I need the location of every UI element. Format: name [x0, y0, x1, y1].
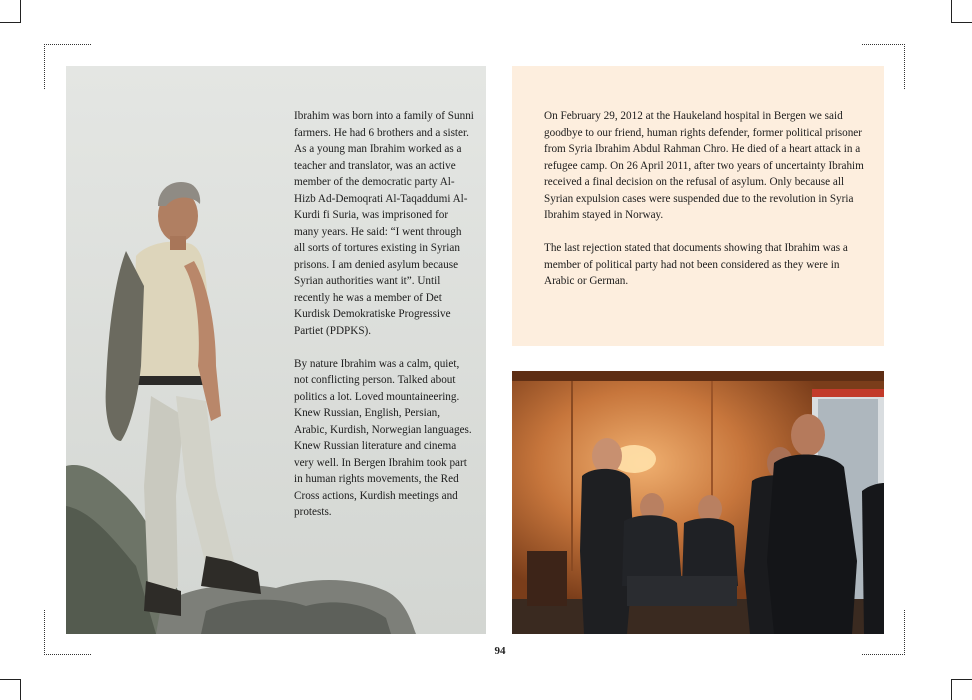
crop-mark-bottom-right: [951, 679, 972, 700]
page-number: 94: [494, 645, 506, 657]
obituary-paragraph-1: On February 29, 2012 at the Haukeland hospital in Bergen we said goodbye to our friend, human rights defender, former political prisoner from Syria Ibrahim Abdul Rahman Chro. He died of a heart attack in a refugee camp. On 26 April 2011, after two years of uncertainty Ibrahim received a final decision on the refusal of asylum. Only because all Syrian expulsion cases were suspended due to the revolution in Syria Ibrahim stayed in Norway.: [544, 110, 864, 221]
hospital-gathering-illustration: [512, 371, 884, 634]
crop-mark-bottom-left: [0, 679, 21, 700]
hospital-gathering-photo: [512, 371, 884, 634]
crop-mark-top-right: [951, 0, 972, 23]
obituary-text: [544, 108, 870, 306]
obituary-paragraph-2: The last rejection stated that documents showing that Ibrahim was a member of political party had not been considered as they were in Arabic or German.: [544, 242, 848, 287]
biography-paragraph-2: By nature Ibrahim was a calm, quiet, not conflicting person. Talked about politics a lot. Loved mountaineering. Knew Russian, English, Persian, Arabic, Kurdish, Norwegian languages. Knew Russian literature and cinema very well. In Bergen Ibrahim took part in human rights movements, the Red Cross actions, Kurdish meetings and protests.: [294, 357, 472, 518]
crop-mark-top-left: [0, 0, 21, 23]
biography-paragraph-1: Ibrahim was born into a family of Sunni farmers. He had 6 brothers and a sister. As a young man Ibrahim worked as a teacher and translator, was an active member of the democratic party Al-Hizb Ad-Demoqrati Al-Taqaddumi Al-Kurdi fi Suria, was imprisoned for many years. He said: “I went through all sorts of tortures existing in Syrian prisons. I am denied asylum because Syrian authorities want it”. Until recently he was a member of Det Kurdisk Demokratiske Progressive Partiet (PDPKS).: [294, 110, 474, 337]
biography-text: [294, 108, 474, 537]
